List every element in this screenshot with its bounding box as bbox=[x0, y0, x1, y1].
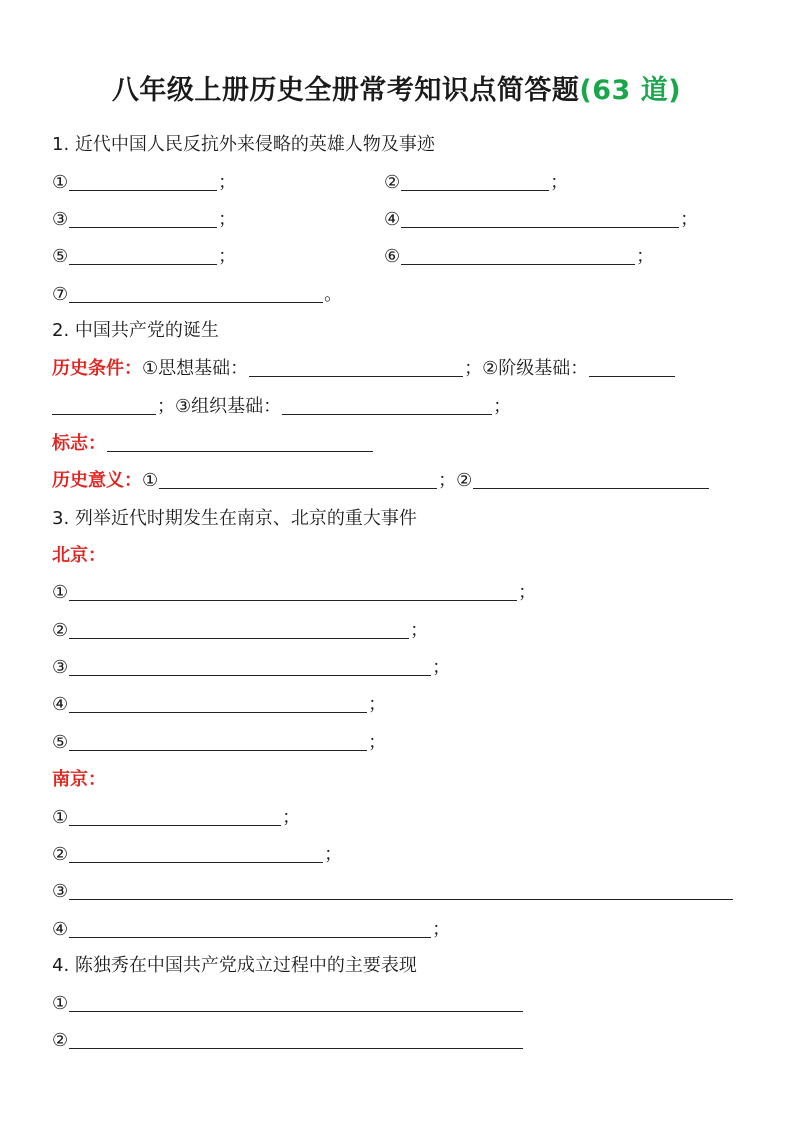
answer-blank[interactable] bbox=[473, 468, 709, 489]
punctuation: ； bbox=[368, 732, 387, 753]
beijing-item-2 bbox=[52, 618, 428, 644]
punctuation: ； bbox=[550, 172, 569, 193]
item-marker: ③ bbox=[52, 657, 69, 678]
item-marker: ① bbox=[52, 993, 69, 1014]
sign-label: 标志： bbox=[52, 433, 106, 454]
q1-item-2 bbox=[384, 170, 568, 196]
significance-second: ；② bbox=[438, 470, 473, 491]
punctuation: ； bbox=[680, 209, 699, 230]
answer-blank[interactable] bbox=[69, 917, 431, 938]
beijing-item-5 bbox=[52, 730, 386, 756]
q1-item-3 bbox=[52, 207, 236, 233]
punctuation: ； bbox=[518, 582, 537, 603]
punctuation: ； bbox=[282, 807, 301, 828]
punctuation: ； bbox=[636, 246, 655, 267]
answer-blank[interactable] bbox=[69, 618, 409, 639]
item-marker: ② bbox=[384, 172, 401, 193]
q1-heading: 1. 近代中国人民反抗外来侵略的英雄人物及事迹 bbox=[52, 134, 435, 155]
beijing-label: 北京： bbox=[52, 545, 106, 566]
answer-blank[interactable] bbox=[69, 244, 217, 265]
answer-blank[interactable] bbox=[401, 207, 679, 228]
q2-significance bbox=[52, 468, 710, 494]
answer-blank[interactable] bbox=[69, 170, 217, 191]
punctuation: ； bbox=[432, 657, 451, 678]
condition-ideology: ①思想基础： bbox=[142, 358, 249, 379]
item-marker: ① bbox=[52, 807, 69, 828]
answer-blank[interactable] bbox=[589, 356, 675, 377]
q2-heading: 2. 中国共产党的诞生 bbox=[52, 320, 219, 341]
item-marker: ⑤ bbox=[52, 246, 69, 267]
answer-blank[interactable] bbox=[401, 244, 635, 265]
punctuation: ； bbox=[493, 396, 512, 417]
item-marker: ② bbox=[52, 844, 69, 865]
nanjing-item-4 bbox=[52, 917, 450, 943]
page-title bbox=[0, 68, 793, 107]
q4-heading: 4. 陈独秀在中国共产党成立过程中的主要表现 bbox=[52, 955, 417, 976]
answer-blank[interactable] bbox=[69, 207, 217, 228]
item-marker: ① bbox=[142, 470, 159, 491]
answer-blank[interactable] bbox=[69, 580, 517, 601]
beijing-item-4 bbox=[52, 692, 386, 718]
item-marker: ⑥ bbox=[384, 246, 401, 267]
conditions-label: 历史条件： bbox=[52, 358, 142, 379]
title-question-count: (63 道) bbox=[579, 75, 682, 106]
answer-blank[interactable] bbox=[69, 692, 367, 713]
item-marker: ④ bbox=[52, 919, 69, 940]
item-marker: ③ bbox=[52, 209, 69, 230]
answer-blank[interactable] bbox=[282, 394, 492, 415]
item-marker: ① bbox=[52, 172, 69, 193]
answer-blank[interactable] bbox=[69, 1028, 523, 1049]
condition-organization: ；③组织基础： bbox=[157, 396, 282, 417]
item-marker: ② bbox=[52, 620, 69, 641]
q1-item-4 bbox=[384, 207, 698, 233]
q1-item-5 bbox=[52, 244, 236, 270]
q1-item-1 bbox=[52, 170, 236, 196]
punctuation: ； bbox=[218, 172, 237, 193]
punctuation: ； bbox=[368, 694, 387, 715]
answer-blank[interactable] bbox=[401, 170, 549, 191]
q2-sign bbox=[52, 431, 374, 457]
title-main: 八年级上册历史全册常考知识点简答题 bbox=[111, 75, 580, 106]
answer-blank[interactable] bbox=[52, 394, 156, 415]
item-marker: ④ bbox=[384, 209, 401, 230]
beijing-item-3 bbox=[52, 655, 450, 681]
item-marker: ⑤ bbox=[52, 732, 69, 753]
q2-conditions bbox=[52, 356, 676, 382]
item-marker: ⑦ bbox=[52, 284, 69, 305]
answer-blank[interactable] bbox=[69, 991, 523, 1012]
q4-item-2 bbox=[52, 1028, 524, 1054]
answer-blank[interactable] bbox=[159, 468, 437, 489]
significance-label: 历史意义： bbox=[52, 470, 142, 491]
item-marker: ④ bbox=[52, 694, 69, 715]
nanjing-label: 南京： bbox=[52, 769, 106, 790]
punctuation: 。 bbox=[324, 284, 343, 305]
nanjing-item-2 bbox=[52, 842, 342, 868]
punctuation: ； bbox=[410, 620, 429, 641]
nanjing-item-1 bbox=[52, 805, 300, 831]
answer-blank[interactable] bbox=[69, 730, 367, 751]
answer-blank[interactable] bbox=[249, 356, 463, 377]
nanjing-item-3 bbox=[52, 879, 734, 905]
q4-item-1 bbox=[52, 991, 524, 1017]
q1-item-6 bbox=[384, 244, 654, 270]
punctuation: ； bbox=[218, 246, 237, 267]
punctuation: ； bbox=[324, 844, 343, 865]
punctuation: ； bbox=[432, 919, 451, 940]
answer-blank[interactable] bbox=[107, 431, 373, 452]
answer-blank[interactable] bbox=[69, 842, 323, 863]
item-marker: ② bbox=[52, 1030, 69, 1051]
item-marker: ① bbox=[52, 582, 69, 603]
punctuation: ； bbox=[218, 209, 237, 230]
answer-blank[interactable] bbox=[69, 805, 281, 826]
q1-item-7 bbox=[52, 282, 342, 308]
item-marker: ③ bbox=[52, 881, 69, 902]
answer-blank[interactable] bbox=[69, 879, 733, 900]
answer-blank[interactable] bbox=[69, 655, 431, 676]
beijing-item-1 bbox=[52, 580, 536, 606]
q2-conditions-cont bbox=[52, 394, 511, 420]
answer-blank[interactable] bbox=[69, 282, 323, 303]
q3-heading: 3. 列举近代时期发生在南京、北京的重大事件 bbox=[52, 508, 417, 529]
condition-class: ；②阶级基础： bbox=[464, 358, 589, 379]
